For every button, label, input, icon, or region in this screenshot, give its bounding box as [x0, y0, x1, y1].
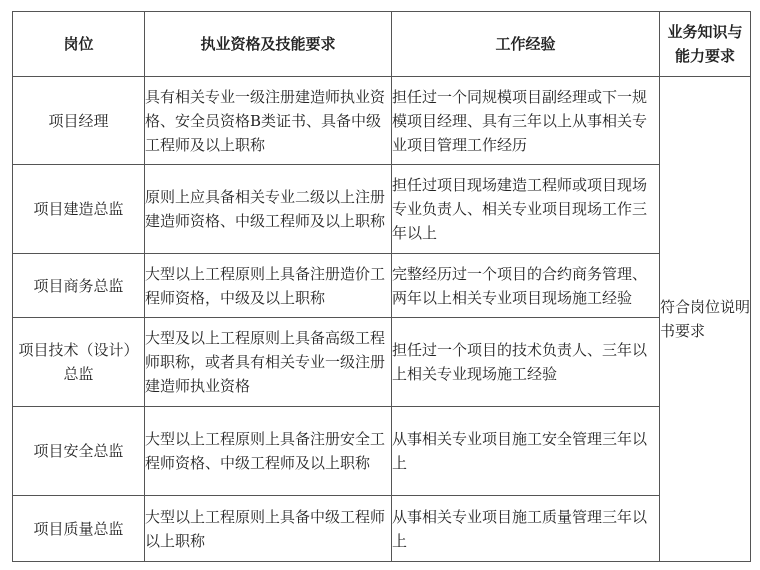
role-cell: 项目建造总监	[13, 165, 145, 254]
header-row	[13, 12, 751, 77]
header-qualification: 执业资格及技能要求	[145, 12, 392, 77]
experience-cell: 完整经历过一个项目的合约商务管理、两年以上相关专业项目现场施工经验	[392, 254, 660, 318]
qualification-cell: 大型及以上工程原则上具备高级工程师职称，或者具有相关专业一级注册建造师执业资格	[145, 318, 392, 407]
qualification-cell: 原则上应具备相关专业二级以上注册建造师资格、中级工程师及以上职称	[145, 165, 392, 254]
experience-cell: 担任过一个同规模项目副经理或下一规模项目经理、具有三年以上从事相关专业项目管理工作经历	[392, 77, 660, 165]
table-row	[13, 254, 751, 318]
role-cell: 项目安全总监	[13, 407, 145, 496]
table-row	[13, 407, 751, 496]
table-row	[13, 496, 751, 562]
requirements-table	[12, 11, 751, 562]
table-row	[13, 318, 751, 407]
experience-cell: 从事相关专业项目施工质量管理三年以上	[392, 496, 660, 562]
role-cell: 项目质量总监	[13, 496, 145, 562]
qualification-cell: 大型以上工程原则上具备注册造价工程师资格，中级及以上职称	[145, 254, 392, 318]
knowledge-cell: 符合岗位说明书要求	[660, 77, 751, 562]
header-knowledge-line1: 业务知识与	[667, 23, 743, 41]
qualification-cell: 大型以上工程原则上具备中级工程师以上职称	[145, 496, 392, 562]
experience-cell: 担任过项目现场建造工程师或项目现场专业负责人、相关专业项目现场工作三年以上	[392, 165, 660, 254]
header-experience: 工作经验	[392, 12, 660, 77]
header-knowledge-line2: 能力要求	[674, 47, 735, 65]
role-cell: 项目技术（设计）总监	[13, 318, 145, 407]
qualification-cell: 大型以上工程原则上具备注册安全工程师资格、中级工程师及以上职称	[145, 407, 392, 496]
role-cell: 项目经理	[13, 77, 145, 165]
role-cell: 项目商务总监	[13, 254, 145, 318]
header-role: 岗位	[13, 12, 145, 77]
experience-cell: 从事相关专业项目施工安全管理三年以上	[392, 407, 660, 496]
qualification-cell: 具有相关专业一级注册建造师执业资格、安全员资格B类证书、具备中级工程师及以上职称	[145, 77, 392, 165]
experience-cell: 担任过一个项目的技术负责人、三年以上相关专业现场施工经验	[392, 318, 660, 407]
header-knowledge	[660, 12, 751, 77]
table-row	[13, 77, 751, 165]
table-row	[13, 165, 751, 254]
